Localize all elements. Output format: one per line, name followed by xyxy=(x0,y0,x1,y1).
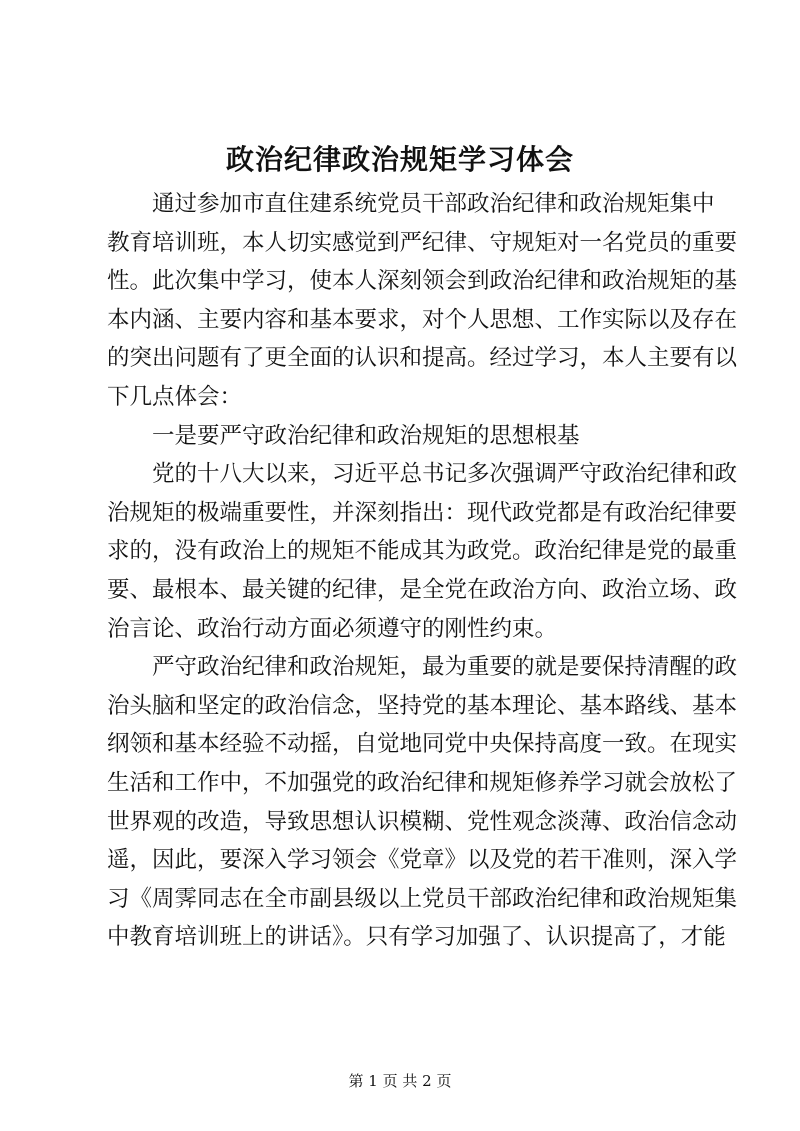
paragraph-line: 严守政治纪律和政治规矩，最为重要的就是要保持清醒的政 xyxy=(152,654,738,681)
paragraph-line: 求的，没有政治上的规矩不能成其为政党。政治纪律是党的最重 xyxy=(107,538,738,565)
paragraph-line: 世界观的改造，导致思想认识模糊、党性观念淡薄、政治信念动 xyxy=(107,808,738,835)
paragraph-line: 治规矩的极端重要性，并深刻指出：现代政党都是有政治纪律要 xyxy=(107,499,738,526)
paragraph-line: 本内涵、主要内容和基本要求，对个人思想、工作实际以及存在 xyxy=(107,306,738,333)
page-title: 政治纪律政治规矩学习体会 xyxy=(225,143,574,176)
paragraph-line: 教育培训班，本人切实感觉到严纪律、守规矩对一名党员的重要 xyxy=(107,229,738,256)
paragraph-line: 习《周霁同志在全市副县级以上党员干部政治纪律和政治规矩集 xyxy=(107,885,738,912)
paragraph-line: 生活和工作中，不加强党的政治纪律和规矩修养学习就会放松了 xyxy=(107,769,738,796)
paragraph-line: 通过参加市直住建系统党员干部政治纪律和政治规矩集中 xyxy=(152,191,715,217)
paragraph-line: 纲领和基本经验不动摇，自觉地同党中央保持高度一致。在现实 xyxy=(107,731,738,758)
paragraph-line: 中教育培训班上的讲话》。只有学习加强了、认识提高了，才能 xyxy=(107,924,726,951)
paragraph-line: 的突出问题有了更全面的认识和提高。经过学习，本人主要有以 xyxy=(107,345,738,372)
paragraph-line: 性。此次集中学习，使本人深刻领会到政治纪律和政治规矩的基 xyxy=(107,268,738,295)
paragraph-line: 治头脑和坚定的政治信念，坚持党的基本理论、基本路线、基本 xyxy=(107,692,738,719)
paragraph-line: 下几点体会： xyxy=(107,383,243,410)
paragraph-line: 治言论、政治行动方面必须遵守的刚性约束。 xyxy=(107,615,558,642)
page-footer: 第 1 页 共 2 页 xyxy=(348,1072,452,1090)
section-heading: 一是要严守政治纪律和政治规矩的思想根基 xyxy=(152,422,580,449)
paragraph-line: 党的十八大以来，习近平总书记多次强调严守政治纪律和政 xyxy=(152,461,738,488)
paragraph-line: 遥，因此，要深入学习领会《党章》以及党的若干准则，深入学 xyxy=(107,847,738,874)
document-body xyxy=(107,185,738,957)
paragraph-line: 要、最根本、最关键的纪律，是全党在政治方向、政治立场、政 xyxy=(107,576,738,603)
